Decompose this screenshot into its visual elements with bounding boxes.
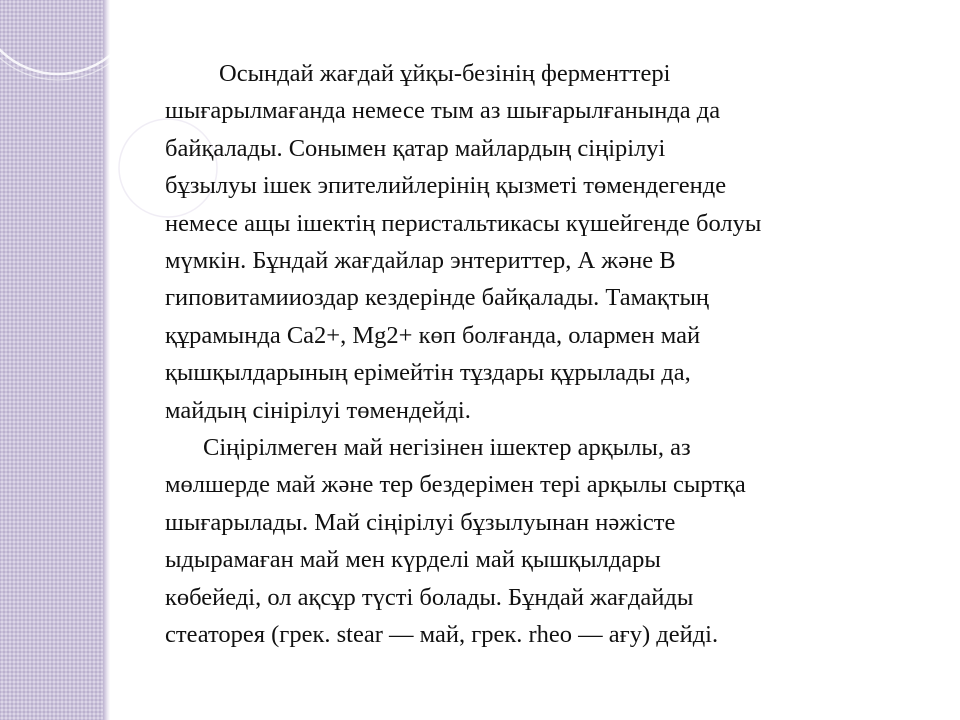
paragraph-1-line: мүмкін. Бұндай жағдайлар энтериттер, А және В [165,247,676,275]
paragraph-1-line: немесе ащы ішектің перистальтикасы күшейгенде болуы [165,209,762,237]
decorative-ring-large [0,0,140,74]
paragraph-1-line: құрамында Са2+, Mg2+ көп болғанда, олармен май [165,321,701,349]
paragraph-1-line: бұзылуы ішек эпителийлерінің қызметі төмендегенде [165,172,727,200]
paragraph-1-line: шығарылмағанда немесе тым аз шығарылғанында да [165,97,721,125]
paragraph-1-line: байқалады. Сонымен қатар майлардың сіңірілуі [165,134,666,162]
paragraph-2-line: стеаторея (грек. stear — май, грек. rheo — ағу) дейді. [165,621,719,649]
paragraph-2-line: мөлшерде май және тер бездерімен тері арқылы сыртқа [165,471,746,499]
paragraph-2-line: ыдырамаған май мен күрделі май қышқылдары [165,546,661,574]
slide-text-body [165,55,915,654]
paragraph-2-line: Сіңірілмеген май негізінен ішектер арқылы, аз [203,434,691,462]
paragraph-2-line: шығарылады. Май сіңірілуі бұзылуынан нәжісте [165,508,676,536]
paragraph-1-line: майдың сінірілуі төмендейді. [165,396,471,424]
paragraph-1-line: гиповитамииоздар кездерінде байқалады. Тамақтың [165,284,710,312]
paragraph-2-line: көбейеді, ол ақсұр түсті болады. Бұндай жағдайды [165,583,694,611]
paragraph-1-line: Осындай жағдай ұйқы-безінің ферменттері [219,60,671,87]
paragraph-2 [165,429,915,653]
paragraph-1 [165,55,915,429]
paragraph-1-line: қышқылдарының ерімейтін тұздары құрылады да, [165,359,691,387]
